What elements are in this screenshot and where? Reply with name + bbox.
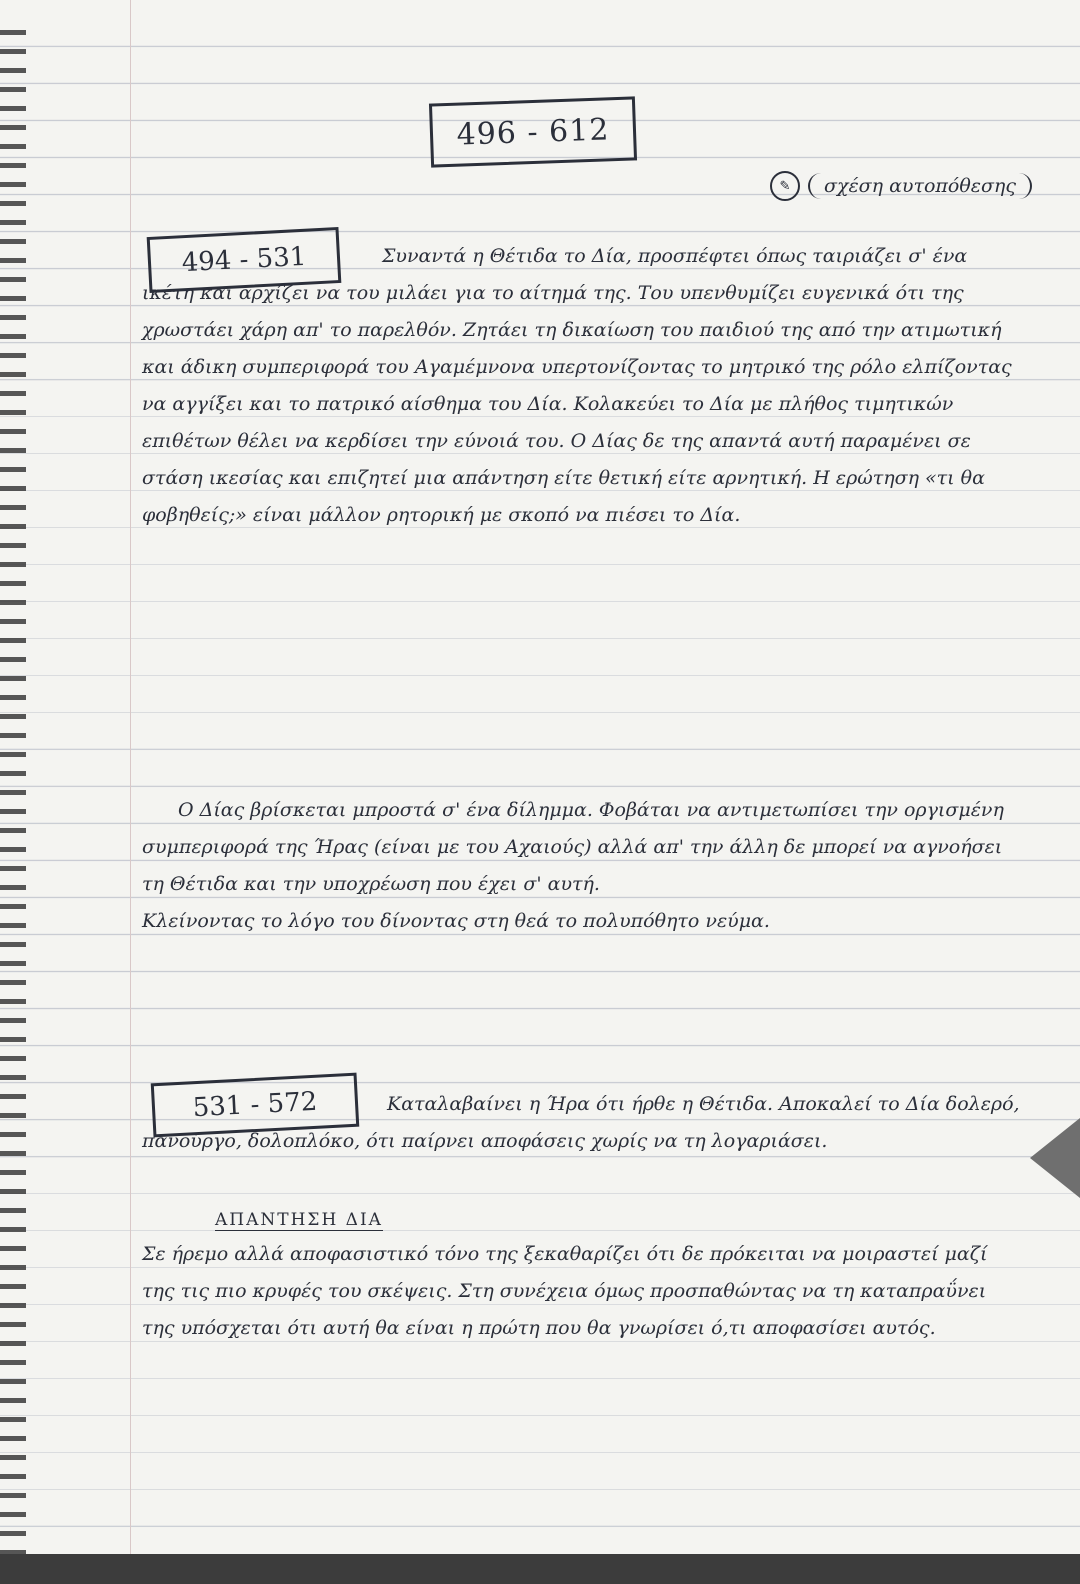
margin-line [130,0,131,1584]
bottom-edge [0,1554,1080,1584]
section2-subheading: ΑΠΑΝΤΗΣΗ ΔΙΑ [215,1210,383,1230]
side-note-text: σχέση αυτοπόθεσης [808,173,1032,199]
section1-paragraph [142,238,1022,534]
side-note [770,160,1040,212]
section2-paragraph [142,1086,1022,1160]
section1-text3: Κλείνοντας το λόγο του δίνοντας στη θεά το πολυπόθητο νεύμα. [142,910,770,932]
section1-range: 494 - 531 [147,227,342,293]
section2-paragraph-2 [142,1236,1022,1347]
section2-text: Καταλαβαίνει η Ήρα ότι ήρθε η Θέτιδα. Αποκαλεί το Δία δολερό, πανούργο, δολοπλόκο, ότι παίρνει αποφάσεις χωρίς να τη λογαριάσει. [142,1093,1020,1152]
section1-text: Συναντά η Θέτιδα το Δία, προσπέφτει όπως ταιριάζει σ' ένα ικέτη και αρχίζει να του μιλάει για το αίτημά της. Του υπενθυμίζει ευγενικά ότι της χρωστάει χάρη απ' το παρελθόν. Ζητάει τη δικαίωση του παιδιού της από την ατιμωτική και άδικη συμπεριφορά του Αγαμέμνονα υπερτονίζοντας το μητρικό της ρόλο ελπίζοντας να αγγίξει και το πατρικό αίσθημα του Δία. Κολακεύει το Δία με πλήθος τιμητικών επιθέτων θέλει να κερδίσει την εύνοιά του. Ο Δίας δε της απαντά αυτή παραμένει σε στάση ικεσίας και επιζητεί μια απάντηση είτε θετική είτε αρνητική. Η ερώτηση «τι θα φοβηθείς;» είναι μάλλον ρητορική με σκοπό να πιέσει το Δία. [142,245,1012,526]
section1-paragraph-2 [142,792,1022,940]
spiral-binding [0,30,26,1560]
page-tab-marker [1030,1118,1080,1198]
section2-range: 531 - 572 [151,1073,360,1138]
page-title: 496 - 612 [429,96,637,167]
section1-text2: Ο Δίας βρίσκεται μπροστά σ' ένα δίλημμα. Φοβάται να αντιμετωπίσει την οργισμένη συμπεριφορά της Ήρας (είναι με του Αχαιούς) αλλά απ' την άλλη δε μπορεί να αγνοήσει τη Θέτιδα και την υποχρέωση που έχει σ' αυτή. [142,799,1004,895]
section2-text2: Σε ήρεμο αλλά αποφασιστικό τόνο της ξεκαθαρίζει ότι δε πρόκειται να μοιραστεί μαζί της τις πιο κρυφές του σκέψεις. Στη συνέχεια όμως προσπαθώντας να τη καταπραΰνει της υπόσχεται ότι αυτή θα είναι η πρώτη που θα γνωρίσει ό,τι αποφασίσει αυτός. [142,1243,988,1339]
circled-note-icon: ✎ [770,171,800,201]
